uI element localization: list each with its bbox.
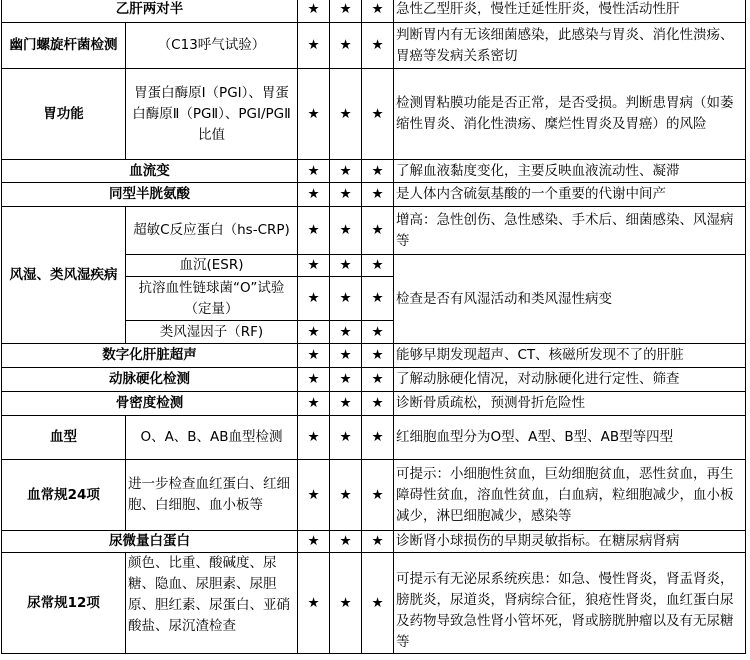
table-row: [2, 69, 746, 160]
star-icon: ★: [298, 255, 330, 277]
star-icon: ★: [298, 416, 330, 460]
star-icon: ★: [362, 277, 394, 321]
table-row: [2, 368, 746, 392]
star-icon: ★: [330, 531, 362, 553]
star-icon: ★: [362, 255, 394, 277]
item-title: 乙肝两对半: [2, 0, 298, 23]
item-subtitle: 进一步检查血红蛋白、红细胞、白细胞、血小板等: [126, 460, 298, 531]
star-icon: ★: [330, 460, 362, 531]
item-description: 红细胞血型分为O型、A型、B型、AB型等四型: [394, 416, 746, 460]
star-icon: ★: [298, 368, 330, 392]
star-icon: ★: [362, 531, 394, 553]
star-icon: ★: [362, 344, 394, 368]
table-row: [2, 460, 746, 531]
star-icon: ★: [330, 183, 362, 207]
item-description: 诊断骨质疏松，预测骨折危险性: [394, 392, 746, 416]
star-icon: ★: [362, 23, 394, 69]
star-icon: ★: [298, 344, 330, 368]
item-title: 血常规24项: [2, 460, 126, 531]
item-subtitle: 血沉(ESR): [126, 255, 298, 277]
star-icon: ★: [330, 553, 362, 654]
item-title: 血型: [2, 416, 126, 460]
star-icon: ★: [298, 392, 330, 416]
star-icon: ★: [330, 277, 362, 321]
star-icon: ★: [362, 321, 394, 344]
item-description: 了解动脉硬化情况，对动脉硬化进行定性、筛查: [394, 368, 746, 392]
item-title: 同型半胱氨酸: [2, 183, 298, 207]
item-description: 可提示：小细胞性贫血，巨幼细胞贫血，恶性贫血，再生障碍性贫血，溶血性贫血，白血病，粒细胞减少，血小板减少，淋巴细胞减少，感染等: [394, 460, 746, 531]
item-title: 风湿、类风湿疾病: [2, 207, 126, 344]
star-icon: ★: [330, 0, 362, 23]
star-icon: ★: [362, 183, 394, 207]
table-row: [2, 23, 746, 69]
star-icon: ★: [298, 69, 330, 160]
item-subtitle: （C13呼气试验）: [126, 23, 298, 69]
checkup-table: [1, 0, 746, 654]
star-icon: ★: [298, 23, 330, 69]
item-description: 判断胃内有无该细菌感染，此感染与胃炎、消化性溃疡、胃癌等发病关系密切: [394, 23, 746, 69]
table-row: [2, 0, 746, 23]
star-icon: ★: [330, 368, 362, 392]
item-subtitle: O、A、B、AB血型检测: [126, 416, 298, 460]
star-icon: ★: [362, 0, 394, 23]
table-row: [2, 553, 746, 654]
item-description: 增高：急性创伤、急性感染、手术后、细菌感染、风湿病等: [394, 207, 746, 255]
star-icon: ★: [330, 23, 362, 69]
star-icon: ★: [298, 160, 330, 183]
star-icon: ★: [298, 0, 330, 23]
item-subtitle: 颜色、比重、酸碱度、尿糖、隐血、尿胆素、尿胆原、胆红素、尿蛋白、亚硝酸盐、尿沉渣检查: [128, 555, 290, 634]
star-icon: ★: [362, 368, 394, 392]
star-icon: ★: [298, 277, 330, 321]
item-description: 能够早期发现超声、CT、核磁所发现不了的肝脏: [394, 344, 746, 368]
item-subtitle: 抗溶血性链球菌“O”试验（定量）: [126, 277, 298, 321]
table-row: [2, 392, 746, 416]
table-row: [2, 183, 746, 207]
star-icon: ★: [298, 531, 330, 553]
table-row: [2, 416, 746, 460]
star-icon: ★: [330, 255, 362, 277]
item-title: 幽门螺旋杆菌检测: [2, 23, 126, 69]
star-icon: ★: [330, 321, 362, 344]
star-icon: ★: [362, 392, 394, 416]
star-icon: ★: [362, 69, 394, 160]
star-icon: ★: [362, 416, 394, 460]
star-icon: ★: [298, 553, 330, 654]
star-icon: ★: [298, 207, 330, 255]
item-description: 了解血液黏度变化，主要反映血液流动性、凝滞: [394, 160, 746, 183]
item-title: 动脉硬化检测: [2, 368, 298, 392]
table-row: [2, 207, 746, 255]
item-title: 尿微量白蛋白: [2, 531, 298, 553]
item-description: 诊断肾小球损伤的早期灵敏指标。在糖尿病肾病: [394, 531, 746, 553]
star-icon: ★: [362, 207, 394, 255]
item-title: 数字化肝脏超声: [2, 344, 298, 368]
star-icon: ★: [298, 183, 330, 207]
star-icon: ★: [362, 553, 394, 654]
item-description: 是人体内含硫氨基酸的一个重要的代谢中间产: [394, 183, 746, 207]
item-title: 骨密度检测: [2, 392, 298, 416]
item-subtitle-cell: [126, 553, 298, 654]
item-description: 检查是否有风湿活动和类风湿性病变: [394, 255, 746, 344]
star-icon: ★: [330, 69, 362, 160]
star-icon: ★: [298, 321, 330, 344]
table-row: [2, 344, 746, 368]
star-icon: ★: [330, 207, 362, 255]
item-title: 胃功能: [2, 69, 126, 160]
table-row: [2, 160, 746, 183]
star-icon: ★: [330, 416, 362, 460]
item-description-cell: [394, 553, 746, 654]
table-row: [2, 531, 746, 553]
item-subtitle: 类风湿因子（RF): [126, 321, 298, 344]
item-subtitle: 超敏C反应蛋白（hs-CRP): [126, 207, 298, 255]
item-title: 血流变: [2, 160, 298, 183]
star-icon: ★: [362, 160, 394, 183]
item-description: 急性乙型肝炎，慢性迁延性肝炎，慢性活动性肝: [394, 0, 746, 23]
star-icon: ★: [298, 460, 330, 531]
item-title: 尿常规12项: [2, 553, 126, 654]
star-icon: ★: [330, 392, 362, 416]
item-description: 检测胃粘膜功能是否正常，是否受损。判断患胃病（如萎缩性胃炎、消化性溃疡、糜烂性胃炎及胃癌）的风险: [394, 69, 746, 160]
item-subtitle: 胃蛋白酶原Ⅰ（PGⅠ）、胃蛋白酶原Ⅱ（PGⅡ）、PGⅠ/PGⅡ比值: [126, 69, 298, 160]
star-icon: ★: [330, 344, 362, 368]
star-icon: ★: [330, 160, 362, 183]
item-description: 可提示有无泌尿系统疾患：如急、慢性肾炎，肾盂肾炎，膀胱炎，尿道炎，肾病综合征，狼疮性肾炎，血红蛋白尿及药物导致急性肾小管坏死，肾或膀胱肿瘤以及有无尿糖等: [396, 571, 734, 649]
star-icon: ★: [362, 460, 394, 531]
